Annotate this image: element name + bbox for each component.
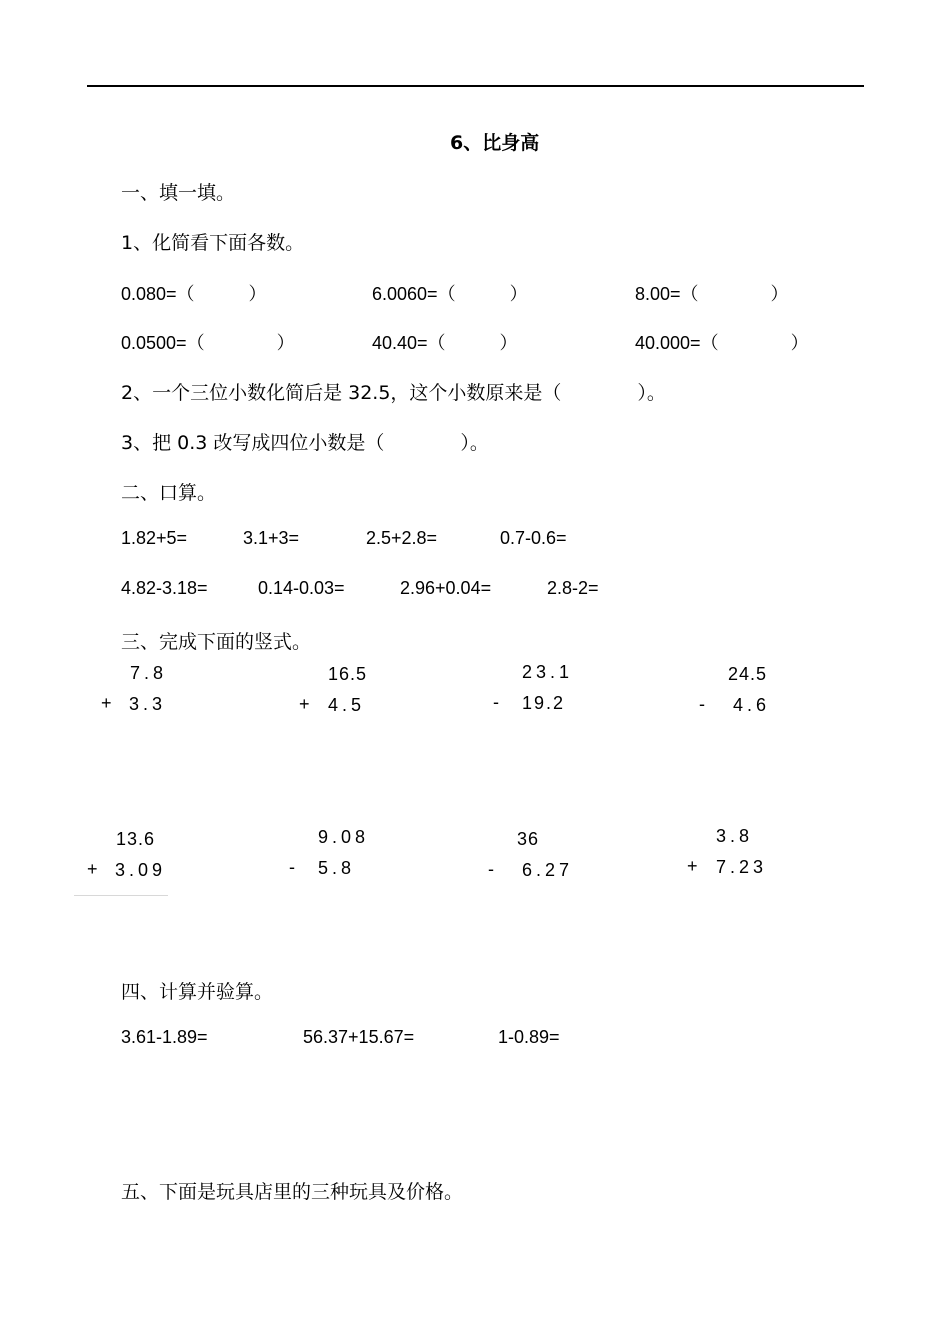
vertical-bottom-number: 3.3 — [129, 694, 167, 714]
section4-heading: 四、计算并验算。 — [121, 981, 274, 1003]
vertical-bottom-number: 5.8 — [318, 858, 356, 878]
mental-math-item: 2.5+2.8= — [366, 528, 438, 548]
question-3: 3、把 0.3 改写成四位小数是（ ）。 — [121, 432, 489, 454]
mental-math-item: 2.8-2= — [547, 578, 599, 598]
vertical-operator: - — [699, 694, 705, 714]
vertical-bottom-number: 7.23 — [716, 857, 768, 877]
mental-math-item: 0.7-0.6= — [500, 528, 567, 548]
vertical-top-number: 36 — [517, 829, 540, 849]
mental-math-item: 4.82-3.18= — [121, 578, 208, 598]
mental-math-item: 0.14-0.03= — [258, 578, 345, 598]
vertical-top-number: 13.6 — [116, 829, 156, 849]
simplify-item: 6.0060=（ ） — [372, 284, 528, 304]
verify-item: 1-0.89= — [498, 1027, 560, 1047]
vertical-bottom-number: 4.6 — [733, 695, 771, 715]
section2-heading: 二、口算。 — [121, 482, 217, 504]
vertical-operator: + — [101, 693, 112, 713]
verify-item: 3.61-1.89= — [121, 1027, 208, 1047]
verify-item: 56.37+15.67= — [303, 1027, 415, 1047]
vertical-top-number: 9.08 — [318, 827, 370, 847]
simplify-item: 0.080=（ ） — [121, 284, 267, 304]
vertical-operator: - — [488, 859, 494, 879]
simplify-item: 0.0500=（ ） — [121, 333, 295, 353]
vertical-operator: + — [87, 859, 98, 879]
question-1: 1、化简看下面各数。 — [121, 232, 305, 254]
divider-line — [74, 895, 168, 896]
vertical-top-number: 3.8 — [716, 826, 754, 846]
vertical-bottom-number: 19.2 — [522, 693, 566, 713]
vertical-top-number: 24.5 — [728, 664, 768, 684]
section1-heading: 一、填一填。 — [121, 182, 236, 204]
vertical-bottom-number: 3.09 — [115, 860, 167, 880]
page-title: 6、比身高 — [450, 132, 540, 154]
mental-math-item: 2.96+0.04= — [400, 578, 492, 598]
vertical-operator: - — [493, 692, 499, 712]
vertical-top-number: 16.5 — [328, 664, 368, 684]
vertical-top-number: 7.8 — [130, 663, 168, 683]
mental-math-item: 1.82+5= — [121, 528, 188, 548]
section5-heading: 五、下面是玩具店里的三种玩具及价格。 — [121, 1181, 464, 1203]
vertical-operator: + — [687, 856, 698, 876]
header-rule — [87, 85, 864, 87]
simplify-item: 40.40=（ ） — [372, 333, 518, 353]
simplify-item: 40.000=（ ） — [635, 333, 809, 353]
simplify-item: 8.00=（ ） — [635, 284, 789, 304]
vertical-bottom-number: 4.5 — [328, 695, 366, 715]
mental-math-item: 3.1+3= — [243, 528, 300, 548]
vertical-top-number: 23.1 — [522, 662, 574, 682]
vertical-operator: + — [299, 694, 310, 714]
vertical-bottom-number: 6.27 — [522, 860, 574, 880]
section3-heading: 三、完成下面的竖式。 — [121, 631, 312, 653]
vertical-operator: - — [289, 857, 295, 877]
question-2: 2、一个三位小数化简后是 32.5，这个小数原来是（ ）。 — [121, 382, 666, 404]
